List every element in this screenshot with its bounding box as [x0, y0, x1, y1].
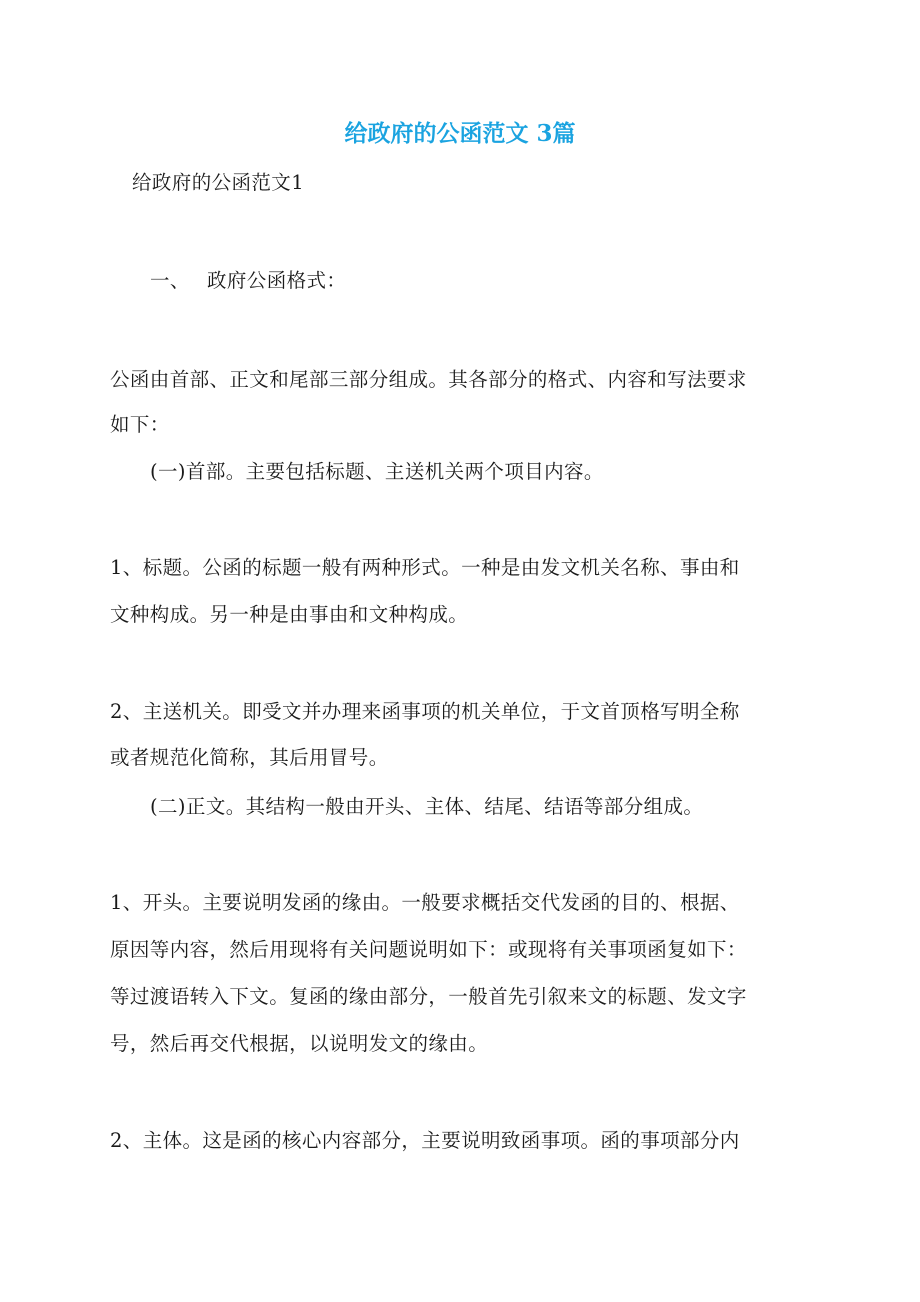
paragraph-line: (二)正文。其结构一般由开头、主体、结尾、结语等部分组成。: [150, 795, 704, 818]
section-heading-number: 一、: [150, 269, 190, 292]
paragraph-line: (一)首部。主要包括标题、主送机关两个项目内容。: [150, 460, 604, 483]
paragraph-line: 等过渡语转入下文。复函的缘由部分，一般首先引叙来文的标题、发文字: [110, 985, 747, 1008]
paragraph-line: 文种构成。另一种是由事由和文种构成。: [110, 603, 469, 626]
paragraph-line: 2、主送机关。即受文并办理来函事项的机关单位，于文首顶格写明全称: [110, 700, 740, 723]
document-subtitle: 给政府的公函范文1: [132, 171, 305, 194]
paragraph-line: 号，然后再交代根据，以说明发文的缘由。: [110, 1032, 489, 1055]
paragraph-line: 公函由首部、正文和尾部三部分组成。其各部分的格式、内容和写法要求: [110, 368, 747, 391]
paragraph-line: 1、开头。主要说明发函的缘由。一般要求概括交代发函的目的、根据、: [110, 891, 740, 914]
paragraph-line: 1、标题。公函的标题一般有两种形式。一种是由发文机关名称、事由和: [110, 556, 740, 579]
paragraph-line: 如下：: [110, 413, 170, 436]
paragraph-line: 2、主体。这是函的核心内容部分，主要说明致函事项。函的事项部分内: [110, 1129, 740, 1152]
paragraph-line: 或者规范化简称，其后用冒号。: [110, 746, 389, 769]
document-title: 给政府的公函范文 3篇: [344, 120, 576, 147]
section-heading-text: 政府公函格式：: [207, 269, 347, 292]
paragraph-line: 原因等内容，然后用现将有关问题说明如下：或现将有关事项函复如下：: [110, 938, 747, 961]
